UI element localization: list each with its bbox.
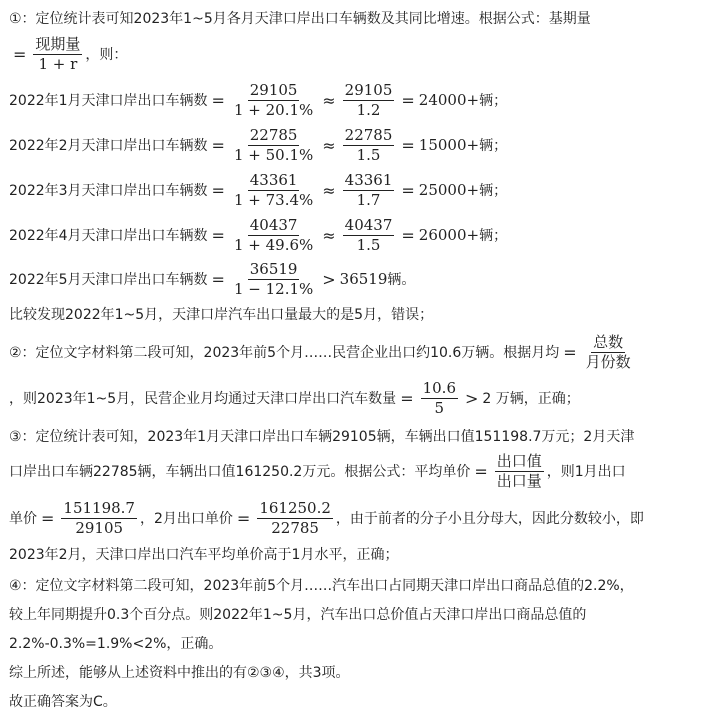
item-2-text: ，则2023年1~5月，民营企业月均通过天津口岸出口汽车数量 bbox=[9, 391, 397, 407]
fraction-numerator: 现期量 bbox=[35, 34, 81, 53]
plus-superscript: + bbox=[466, 136, 480, 154]
item-2-line-2 bbox=[9, 376, 701, 420]
equals-sign: = bbox=[211, 90, 225, 110]
answer-text: 故正确答案为C。 bbox=[9, 694, 117, 710]
item-4-conclusion: 2.2%-0.3%=1.9%<2%，正确。 bbox=[9, 636, 223, 652]
item-3-line-3 bbox=[9, 494, 701, 542]
row-label: 2022年5月天津口岸出口车辆数 bbox=[9, 272, 208, 288]
equals-sign: = bbox=[401, 180, 415, 200]
approx-fraction bbox=[343, 217, 395, 254]
item-3-text: 单价 bbox=[9, 511, 37, 527]
row-result: 25000 bbox=[418, 181, 467, 199]
row-tail: 辆； bbox=[479, 93, 508, 109]
fraction-numerator: 总数 bbox=[593, 332, 624, 351]
item-4-text: 较上年同期提升0.3个百分点。则2022年1~5月，汽车出口总价值占天津口岸出口商品总值的 bbox=[9, 607, 587, 623]
equals-sign: = bbox=[211, 269, 225, 289]
equals-sign: = bbox=[41, 508, 55, 528]
private-export-fraction bbox=[421, 380, 458, 417]
row-result: 36519 bbox=[339, 270, 388, 288]
equals-sign: = bbox=[236, 508, 251, 528]
row-label: 2022年4月天津口岸出口车辆数 bbox=[9, 228, 208, 244]
item-2-line-1 bbox=[9, 328, 701, 376]
summary-line bbox=[9, 660, 701, 684]
plus-superscript: + bbox=[466, 91, 480, 109]
equals-sign: = bbox=[401, 225, 415, 245]
item-3-text: ，2月出口单价 bbox=[139, 511, 233, 527]
fraction-denominator: 1 + r bbox=[38, 54, 78, 73]
fraction-denominator: 5 bbox=[434, 398, 445, 417]
growth-fraction bbox=[232, 127, 315, 164]
equals-sign: = bbox=[401, 90, 415, 110]
fraction-numerator: 40437 bbox=[344, 215, 393, 234]
item-4-line-2 bbox=[9, 602, 701, 626]
fraction-numerator: 29105 bbox=[344, 80, 393, 99]
fraction-denominator: 29105 bbox=[75, 518, 124, 537]
fraction-denominator: 1.7 bbox=[356, 190, 381, 209]
equals-sign: = bbox=[211, 135, 225, 155]
calc-row-apr bbox=[9, 212, 701, 258]
approx-sign: ≈ bbox=[322, 225, 336, 245]
fraction-denominator: 月份数 bbox=[585, 352, 631, 371]
fraction-numerator: 10.6 bbox=[422, 378, 456, 397]
item-3-line-4 bbox=[9, 542, 701, 566]
calc-row-mar bbox=[9, 167, 701, 213]
base-period-formula bbox=[9, 32, 701, 76]
item-2-conclusion: 2 万辆，正确； bbox=[482, 391, 580, 407]
item-3-text: 口岸出口车辆22785辆，车辆出口值161250.2万元。根据公式：平均单价 bbox=[9, 464, 471, 480]
row-tail: 辆； bbox=[479, 183, 508, 199]
calc-row-jan bbox=[9, 77, 701, 123]
row-tail: 辆； bbox=[479, 138, 508, 154]
equals-sign: = bbox=[13, 44, 27, 64]
item-3-line-2 bbox=[9, 448, 701, 494]
analysis-text: ①：定位统计表可知2023年1~5月各月天津口岸出口车辆数及其同比增速。根据公式：基期量 bbox=[9, 11, 591, 27]
fraction-numerator: 出口值 bbox=[496, 451, 542, 470]
equals-sign: = bbox=[474, 461, 488, 481]
row-result: 24000 bbox=[418, 91, 467, 109]
monthly-avg-fraction bbox=[584, 334, 633, 371]
jan-price-fraction bbox=[61, 500, 137, 537]
fraction-numerator: 22785 bbox=[344, 125, 393, 144]
fraction-denominator: 1 − 12.1% bbox=[233, 279, 314, 298]
fraction-denominator: 1.2 bbox=[356, 100, 381, 119]
approx-fraction bbox=[343, 127, 395, 164]
fraction-denominator: 22785 bbox=[271, 518, 319, 537]
fraction-numerator: 43361 bbox=[344, 170, 393, 189]
compare-text: 比较发现2022年1~5月，天津口岸汽车出口量最大的是5月，错误； bbox=[9, 307, 434, 323]
row-label: 2022年1月天津口岸出口车辆数 bbox=[9, 93, 208, 109]
analysis-line-1 bbox=[9, 6, 701, 30]
approx-sign: ≈ bbox=[322, 135, 336, 155]
growth-fraction bbox=[232, 172, 315, 209]
growth-fraction bbox=[232, 261, 315, 298]
item-3-text: ，则1月出口 bbox=[546, 464, 626, 480]
row-label: 2022年3月天津口岸出口车辆数 bbox=[9, 183, 208, 199]
fraction-numerator: 40437 bbox=[249, 215, 298, 234]
answer-line bbox=[9, 689, 701, 713]
fraction-denominator: 1 + 49.6% bbox=[233, 235, 314, 254]
greater-than-sign: > bbox=[322, 269, 336, 289]
formula-fraction bbox=[33, 36, 82, 73]
item-3-line-1 bbox=[9, 424, 701, 448]
formula-suffix: ，则： bbox=[85, 47, 128, 63]
item-3-text: ③：定位统计表可知，2023年1月天津口岸出口车辆29105辆，车辆出口值151198.7万元；2月天津 bbox=[9, 429, 635, 445]
plus-superscript: + bbox=[466, 226, 480, 244]
calc-row-may bbox=[9, 256, 701, 302]
row-result: 15000 bbox=[418, 136, 467, 154]
summary-text: 综上所述，能够从上述资料中推出的有②③④，共3项。 bbox=[9, 665, 350, 681]
approx-fraction bbox=[343, 82, 395, 119]
compare-conclusion bbox=[9, 302, 701, 326]
fraction-numerator: 29105 bbox=[249, 80, 298, 99]
fraction-denominator: 1.5 bbox=[356, 145, 381, 164]
fraction-numerator: 36519 bbox=[249, 259, 298, 278]
row-tail: 辆。 bbox=[387, 272, 416, 288]
fraction-denominator: 1 + 20.1% bbox=[233, 100, 314, 119]
growth-fraction bbox=[232, 217, 315, 254]
fraction-denominator: 1 + 50.1% bbox=[233, 145, 314, 164]
equals-sign: = bbox=[211, 225, 225, 245]
fraction-denominator: 1.5 bbox=[356, 235, 381, 254]
item-3-conclusion: 2023年2月，天津口岸出口汽车平均单价高于1月水平，正确； bbox=[9, 547, 399, 563]
fraction-numerator: 161250.2 bbox=[259, 498, 331, 517]
item-4-line-1 bbox=[9, 573, 701, 597]
fraction-denominator: 出口量 bbox=[496, 471, 542, 490]
feb-price-fraction bbox=[257, 500, 333, 537]
plus-superscript: + bbox=[466, 181, 480, 199]
equals-sign: = bbox=[401, 135, 415, 155]
calc-row-feb bbox=[9, 122, 701, 168]
fraction-denominator: 1 + 73.4% bbox=[233, 190, 314, 209]
equals-sign: = bbox=[563, 342, 577, 362]
item-2-text: ②：定位文字材料第二段可知，2023年前5个月……民营企业出口约10.6万辆。根据月均 bbox=[9, 345, 560, 361]
fraction-numerator: 43361 bbox=[249, 170, 298, 189]
item-3-text: ，由于前者的分子小且分母大，因此分数较小，即 bbox=[335, 511, 644, 527]
growth-fraction bbox=[232, 82, 315, 119]
approx-sign: ≈ bbox=[322, 180, 336, 200]
approx-sign: ≈ bbox=[322, 90, 336, 110]
row-label: 2022年2月天津口岸出口车辆数 bbox=[9, 138, 208, 154]
approx-fraction bbox=[343, 172, 395, 209]
equals-sign: = bbox=[211, 180, 225, 200]
equals-sign: = bbox=[400, 388, 414, 408]
row-result: 26000 bbox=[418, 226, 467, 244]
item-4-text: ④：定位文字材料第二段可知，2023年前5个月……汽车出口占同期天津口岸出口商品总值的2.2%， bbox=[9, 578, 634, 594]
greater-than-sign: > bbox=[465, 388, 479, 408]
fraction-numerator: 22785 bbox=[249, 125, 298, 144]
unit-price-fraction bbox=[495, 453, 544, 490]
item-4-line-3 bbox=[9, 631, 701, 655]
fraction-numerator: 151198.7 bbox=[63, 498, 135, 517]
row-tail: 辆； bbox=[479, 228, 508, 244]
